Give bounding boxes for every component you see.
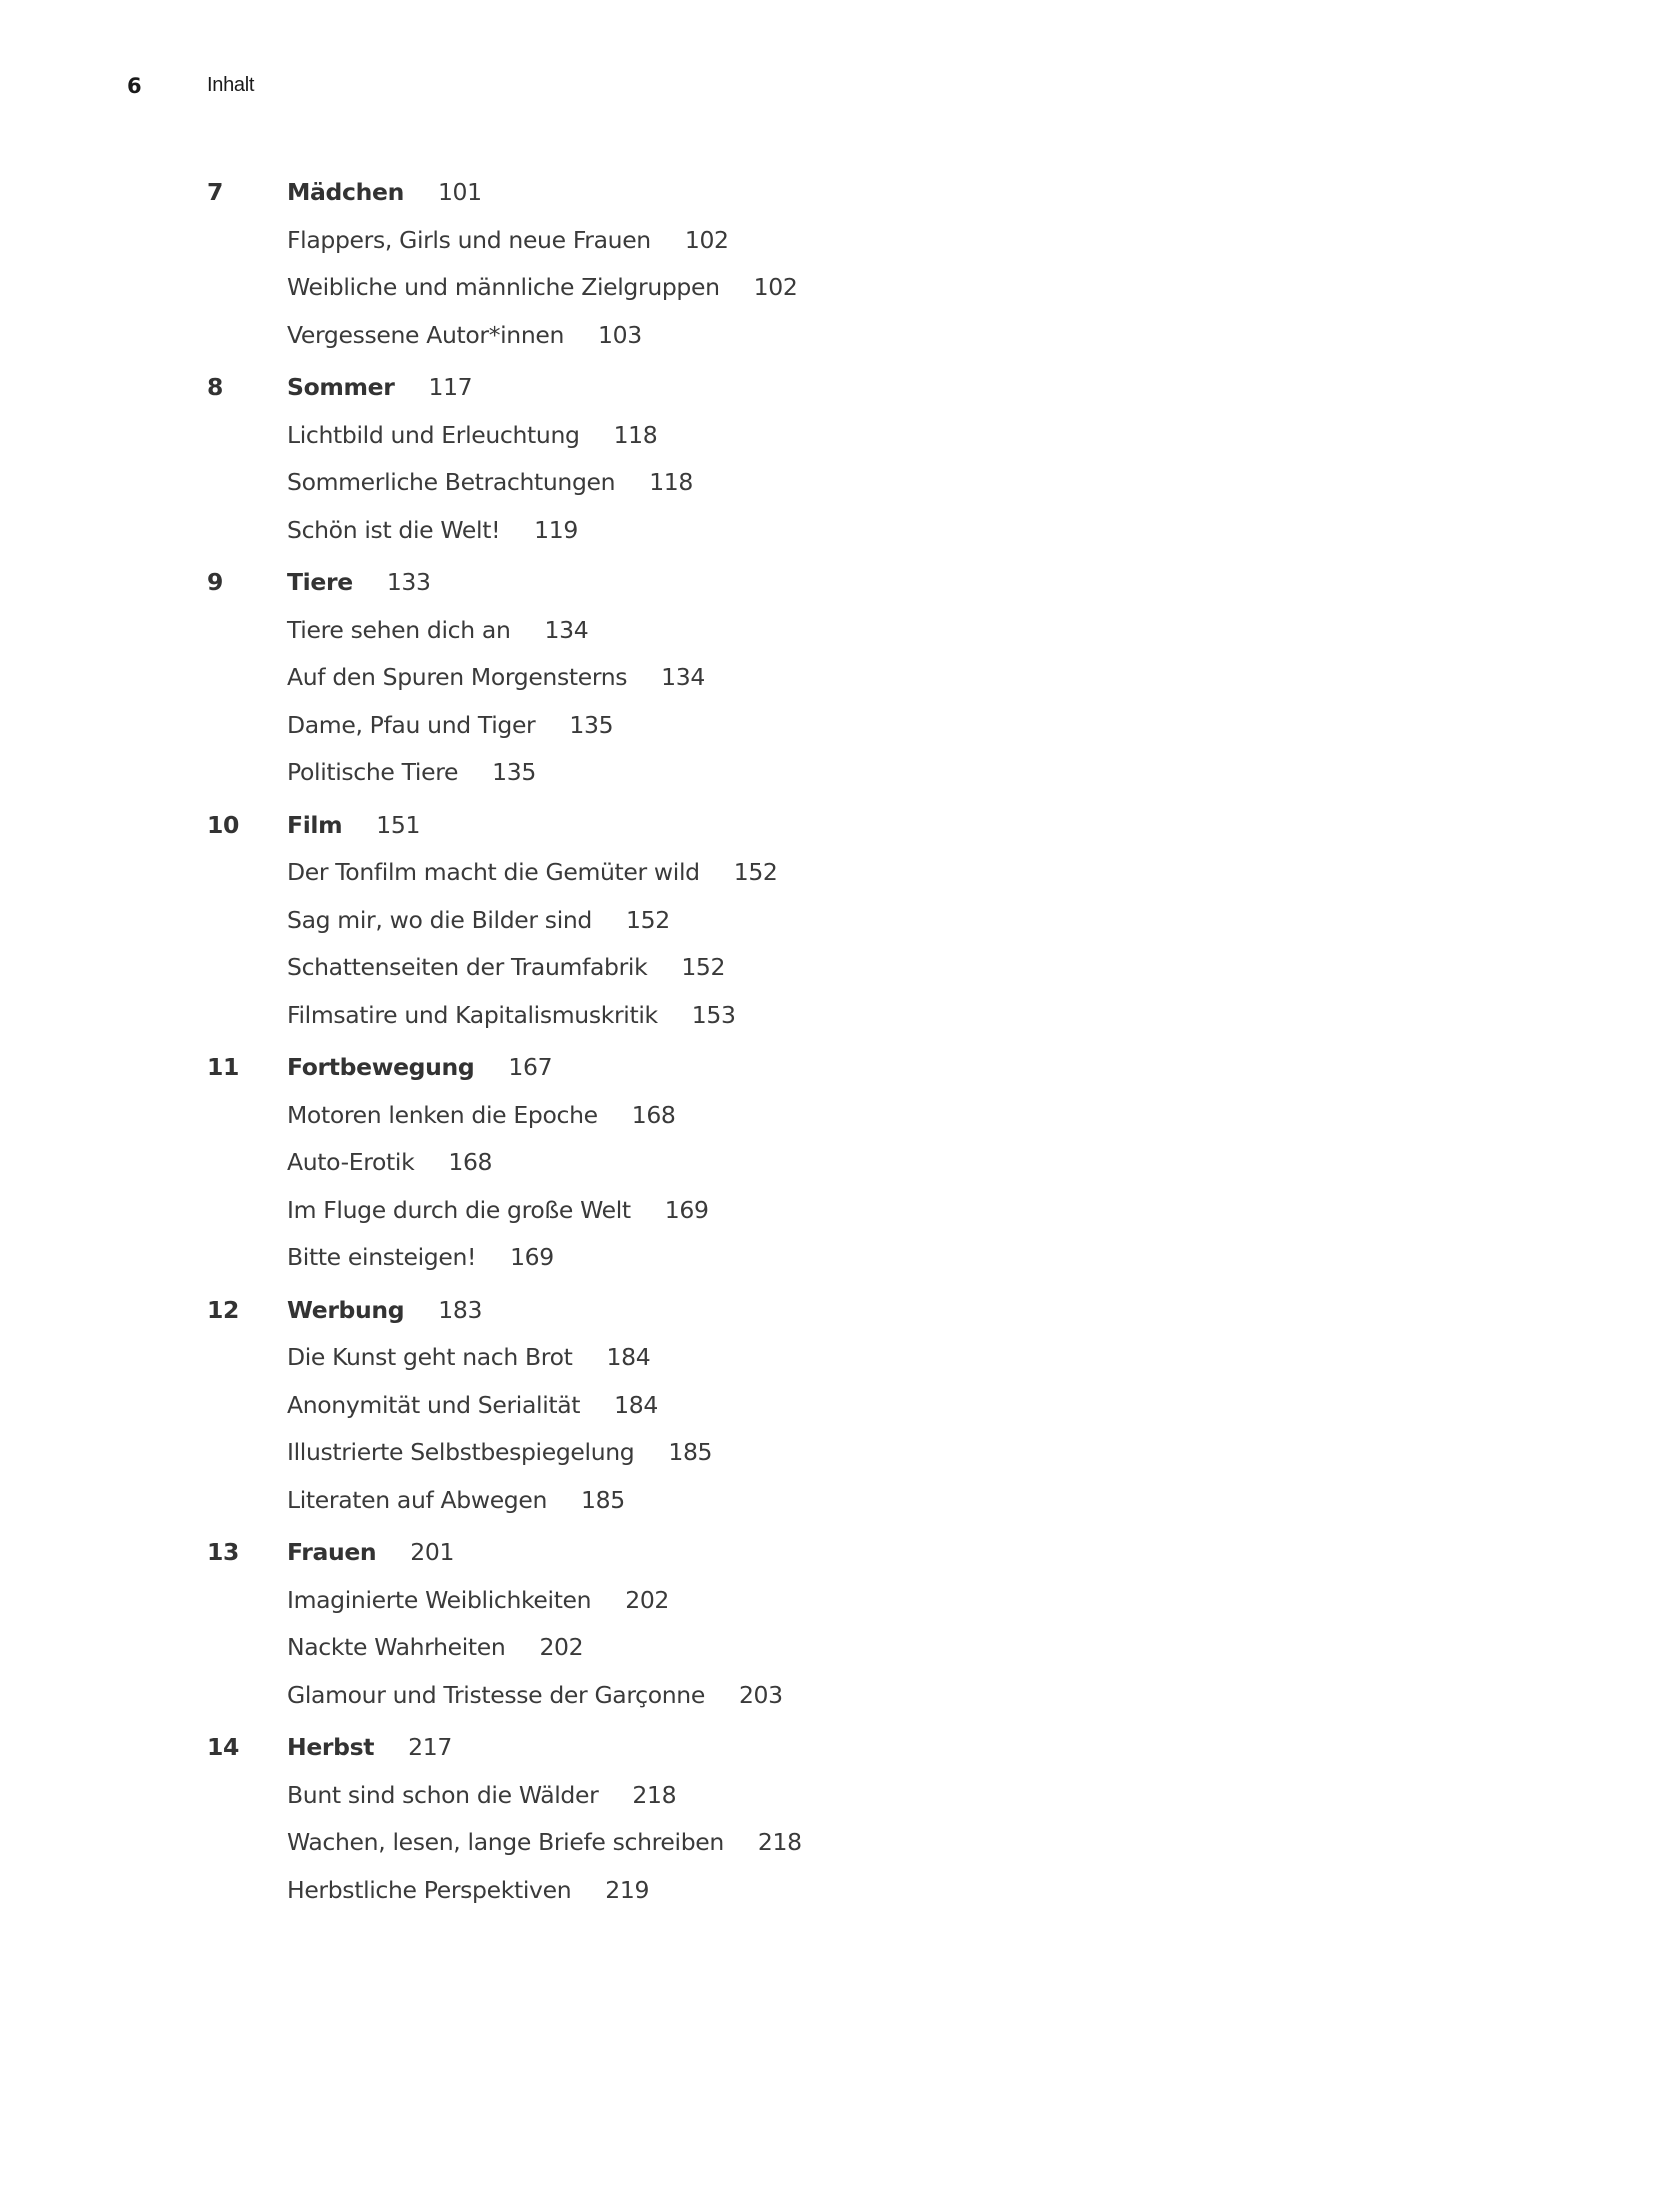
section-entry-text — [287, 315, 642, 355]
chapter-entry — [287, 367, 472, 407]
section-entry — [0, 315, 1654, 363]
section-entry-text — [287, 1675, 783, 1715]
section-entry-text — [287, 415, 657, 455]
section-page-number: 185 — [668, 1438, 713, 1466]
chapter-number: 8 — [207, 373, 224, 401]
chapter-title: Fortbewegung — [287, 1053, 475, 1081]
chapter-number: 7 — [207, 178, 224, 206]
section-entry — [0, 1775, 1654, 1823]
chapter-heading — [0, 367, 1654, 415]
chapter-number: 10 — [207, 810, 240, 839]
section-title: Flappers, Girls und neue Frauen — [287, 225, 651, 254]
section-title: Illustrierte Selbstbespiegelung — [287, 1438, 635, 1466]
section-entry-text — [287, 1580, 669, 1620]
toc-chapter — [0, 1532, 1654, 1722]
section-page-number: 218 — [757, 1828, 802, 1856]
chapter-page-number: 117 — [428, 373, 473, 401]
section-entry-text — [287, 1237, 554, 1277]
section-title: Bitte einsteigen! — [287, 1243, 477, 1271]
section-entry — [0, 267, 1654, 315]
chapter-entry — [287, 805, 420, 845]
chapter-heading — [0, 172, 1654, 220]
section-entry — [0, 1095, 1654, 1143]
chapter-title: Tiere — [287, 568, 353, 596]
section-page-number: 135 — [492, 758, 536, 786]
chapter-entry — [287, 562, 431, 602]
section-page-number: 168 — [631, 1100, 676, 1129]
chapter-heading — [0, 1290, 1654, 1338]
section-entry — [0, 947, 1654, 995]
chapter-heading — [0, 1727, 1654, 1775]
section-title: Politische Tiere — [287, 758, 459, 786]
chapter-title: Werbung — [287, 1295, 405, 1324]
chapter-entry — [287, 1047, 552, 1087]
chapter-title: Herbst — [287, 1733, 375, 1761]
chapter-entry — [287, 1532, 454, 1572]
section-page-number: 102 — [753, 273, 798, 301]
chapter-entry — [287, 1290, 482, 1330]
section-page-number: 202 — [539, 1633, 584, 1661]
section-title: Nackte Wahrheiten — [287, 1633, 506, 1661]
section-title: Bunt sind schon die Wälder — [287, 1780, 599, 1809]
section-page-number: 218 — [632, 1780, 677, 1809]
chapter-heading — [0, 562, 1654, 610]
section-title: Glamour und Tristesse der Garçonne — [287, 1680, 705, 1709]
section-page-number: 152 — [681, 953, 726, 981]
section-entry-text — [287, 657, 705, 697]
section-title: Die Kunst geht nach Brot — [287, 1343, 573, 1371]
chapter-heading — [0, 805, 1654, 853]
section-page-number: 118 — [649, 468, 694, 496]
section-entry — [0, 1822, 1654, 1870]
section-title: Im Fluge durch die große Welt — [287, 1195, 631, 1224]
section-title: Motoren lenken die Epoche — [287, 1100, 598, 1129]
section-title: Tiere sehen dich an — [287, 615, 511, 644]
section-entry — [0, 705, 1654, 753]
section-page-number: 119 — [534, 515, 578, 544]
section-page-number: 185 — [581, 1485, 625, 1514]
chapter-entry — [287, 1727, 452, 1767]
chapter-page-number: 151 — [376, 810, 421, 839]
section-entry — [0, 1432, 1654, 1480]
section-page-number: 102 — [684, 225, 729, 254]
section-page-number: 169 — [510, 1243, 554, 1271]
section-entry-text — [287, 1822, 802, 1862]
section-entry-text — [287, 610, 588, 650]
chapter-title: Frauen — [287, 1538, 377, 1566]
chapter-title: Mädchen — [287, 178, 404, 206]
section-entry-text — [287, 1627, 583, 1667]
chapter-number: 13 — [207, 1538, 240, 1566]
section-title: Sag mir, wo die Bilder sind — [287, 905, 592, 934]
chapter-number: 11 — [207, 1053, 240, 1081]
section-title: Vergessene Autor*innen — [287, 320, 565, 349]
section-entry-text — [287, 1385, 658, 1425]
section-entry-text — [287, 852, 778, 892]
section-page-number: 103 — [598, 320, 642, 349]
section-title: Weibliche und männliche Zielgruppen — [287, 273, 720, 301]
section-entry — [0, 220, 1654, 268]
chapter-entry — [287, 172, 482, 212]
section-title: Wachen, lesen, lange Briefe schreiben — [287, 1828, 724, 1856]
section-entry — [0, 1190, 1654, 1238]
chapter-title: Film — [287, 810, 343, 839]
chapter-page-number: 201 — [410, 1538, 455, 1566]
running-head-title: Inhalt — [207, 74, 255, 96]
section-page-number: 152 — [733, 858, 778, 886]
toc-chapter — [0, 172, 1654, 362]
chapter-page-number: 217 — [408, 1733, 452, 1761]
section-entry — [0, 1142, 1654, 1190]
section-entry — [0, 1385, 1654, 1433]
section-entry — [0, 1675, 1654, 1723]
chapter-page-number: 167 — [508, 1053, 553, 1081]
section-entry-text — [287, 1095, 676, 1135]
section-page-number: 184 — [614, 1390, 658, 1419]
section-entry-text — [287, 510, 578, 550]
toc-chapter — [0, 805, 1654, 1043]
toc-chapter — [0, 1047, 1654, 1285]
section-title: Anonymität und Serialität — [287, 1390, 581, 1419]
section-title: Auf den Spuren Morgensterns — [287, 663, 628, 691]
section-title: Der Tonfilm macht die Gemüter wild — [287, 858, 700, 886]
section-entry-text — [287, 1870, 649, 1910]
section-entry-text — [287, 220, 729, 260]
section-entry — [0, 1580, 1654, 1628]
section-title: Imaginierte Weiblichkeiten — [287, 1585, 592, 1614]
section-entry — [0, 1337, 1654, 1385]
section-entry-text — [287, 1432, 712, 1472]
section-entry — [0, 852, 1654, 900]
section-entry — [0, 752, 1654, 800]
section-entry — [0, 1480, 1654, 1528]
toc-chapter — [0, 562, 1654, 800]
section-entry-text — [287, 995, 736, 1035]
section-entry — [0, 900, 1654, 948]
section-title: Filmsatire und Kapitalismuskritik — [287, 1000, 658, 1029]
section-entry — [0, 657, 1654, 705]
section-entry-text — [287, 1190, 709, 1230]
chapter-number: 9 — [207, 568, 224, 596]
section-entry-text — [287, 947, 725, 987]
section-page-number: 219 — [605, 1875, 650, 1904]
section-page-number: 202 — [625, 1585, 670, 1614]
chapter-page-number: 101 — [437, 178, 482, 206]
chapter-page-number: 183 — [438, 1295, 483, 1324]
section-title: Dame, Pfau und Tiger — [287, 710, 536, 739]
page-number: 6 — [127, 74, 142, 98]
section-title: Sommerliche Betrachtungen — [287, 468, 616, 496]
page-header — [0, 74, 1654, 106]
section-entry-text — [287, 705, 613, 745]
section-page-number: 134 — [544, 615, 589, 644]
section-title: Schattenseiten der Traumfabrik — [287, 953, 648, 981]
section-page-number: 152 — [626, 905, 670, 934]
section-entry-text — [287, 267, 797, 307]
chapter-page-number: 133 — [386, 568, 431, 596]
section-entry-text — [287, 1775, 676, 1815]
chapter-title: Sommer — [287, 373, 395, 401]
section-entry-text — [287, 900, 670, 940]
section-page-number: 169 — [664, 1195, 709, 1224]
toc-chapter — [0, 1727, 1654, 1917]
section-entry — [0, 610, 1654, 658]
section-title: Schön ist die Welt! — [287, 515, 501, 544]
section-entry — [0, 510, 1654, 558]
chapter-number: 12 — [207, 1295, 240, 1324]
section-entry-text — [287, 1480, 625, 1520]
section-entry-text — [287, 1142, 492, 1182]
section-entry — [0, 462, 1654, 510]
section-page-number: 168 — [448, 1148, 493, 1176]
section-entry-text — [287, 462, 693, 502]
section-title: Auto-Erotik — [287, 1148, 415, 1176]
section-entry — [0, 995, 1654, 1043]
section-page-number: 118 — [613, 420, 658, 449]
section-entry — [0, 1627, 1654, 1675]
section-page-number: 134 — [661, 663, 705, 691]
section-title: Lichtbild und Erleuchtung — [287, 420, 580, 449]
table-of-contents — [0, 172, 1654, 1922]
section-entry — [0, 415, 1654, 463]
chapter-number: 14 — [207, 1733, 240, 1761]
section-entry-text — [287, 752, 536, 792]
toc-chapter — [0, 1290, 1654, 1528]
chapter-heading — [0, 1047, 1654, 1095]
section-entry-text — [287, 1337, 650, 1377]
toc-chapter — [0, 367, 1654, 557]
section-entry — [0, 1237, 1654, 1285]
section-title: Literaten auf Abwegen — [287, 1485, 548, 1514]
section-page-number: 135 — [569, 710, 614, 739]
section-page-number: 153 — [691, 1000, 736, 1029]
section-page-number: 203 — [738, 1680, 783, 1709]
chapter-heading — [0, 1532, 1654, 1580]
section-page-number: 184 — [606, 1343, 651, 1371]
section-entry — [0, 1870, 1654, 1918]
section-title: Herbstliche Perspektiven — [287, 1875, 572, 1904]
